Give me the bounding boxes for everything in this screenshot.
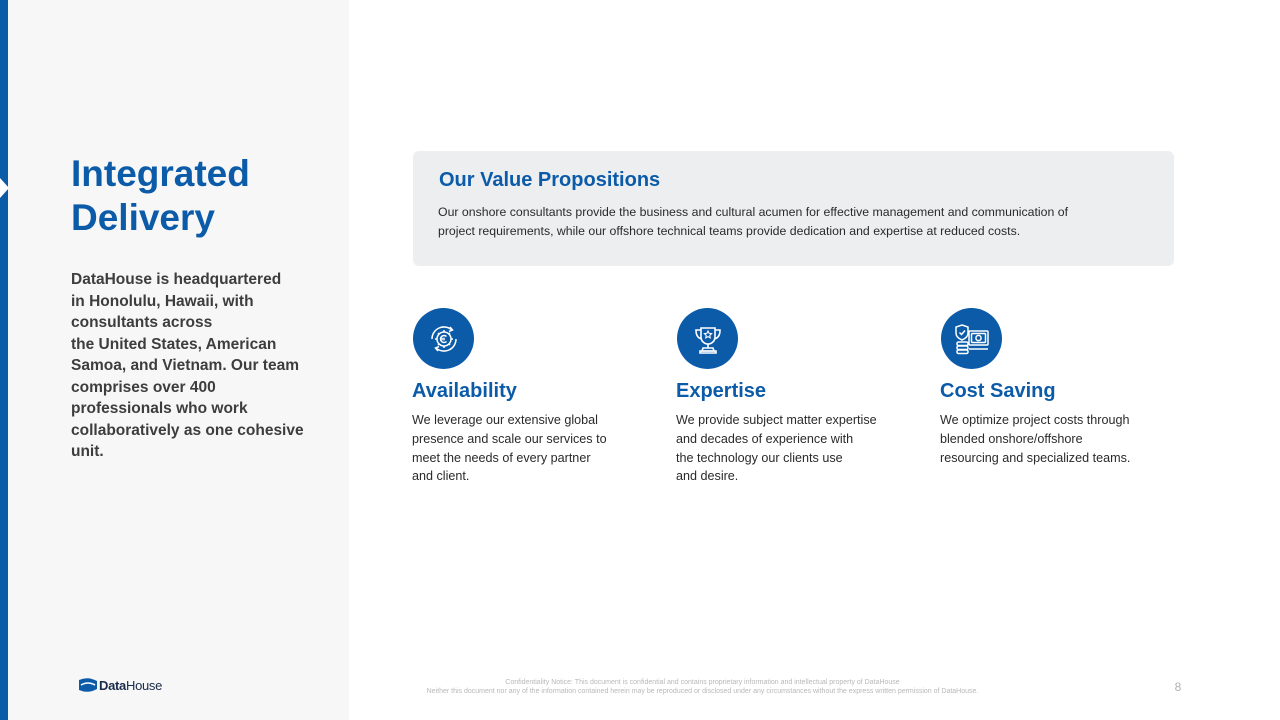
card-expertise [676,308,906,486]
trophy-icon [677,308,738,369]
card-text-line: We optimize project costs through [940,413,1130,427]
datahouse-logo-icon [78,677,98,693]
card-text [940,411,1170,467]
card-text-line: and desire. [676,469,739,484]
accent-bar [0,0,8,720]
datahouse-logo [78,676,162,694]
intro-line: in Honolulu, Hawaii, with [71,292,254,310]
intro-line: Samoa, and Vietnam. Our team [71,357,299,374]
intro-line: collaboratively as one cohesive [71,421,304,439]
intro-line: consultants across [71,314,213,331]
value-propositions-line: Our onshore consultants provide the business and cultural acumen for effective management and communication of [438,205,1069,219]
intro-line: comprises over 400 [71,378,216,396]
card-text-line: blended onshore/offshore [940,431,1083,446]
notice-line: Neither this document nor any of the information contained herein may be reproduced or disclosed under any circumstances without the express written permission of DataHouse. [426,688,979,695]
intro-line: the United States, American [71,335,277,353]
card-text-line: and decades of experience with [676,431,854,446]
logo-wordmark: DataHouse [99,677,163,693]
confidentiality-notice [380,678,1025,696]
notice-line: Confidentiality Notice: This document is confidential and contains proprietary information and intellectual property of DataHouse [505,679,900,686]
page-title-line: Integrated [71,153,250,194]
card-title: Availability [412,380,517,402]
card-text [412,411,642,486]
card-text [676,411,906,486]
gear-cycle-icon [413,308,474,369]
page-number: 8 [1174,680,1182,694]
intro-line: unit. [71,443,104,460]
value-propositions-box [413,151,1174,266]
card-title: Expertise [676,380,767,402]
value-propositions-text [438,203,1158,241]
intro-line: DataHouse is headquartered [71,271,282,288]
card-text-line: presence and scale our services to [412,431,607,446]
card-title: Cost Saving [940,380,1056,402]
card-text-line: and client. [412,469,470,484]
intro-paragraph [71,269,311,463]
card-text-line: We leverage our extensive global [412,413,598,427]
value-propositions-line: project requirements, while our offshore technical teams provide dedication and expertise at reduced costs. [438,224,1021,238]
card-text-line: resourcing and specialized teams. [940,450,1131,465]
card-text-line: meet the needs of every partner [412,450,591,465]
card-text-line: We provide subject matter expertise [676,413,877,427]
card-cost-saving [940,308,1170,467]
page-title [71,152,331,240]
page-title-line: Delivery [71,197,215,238]
card-availability [412,308,642,486]
card-text-line: the technology our clients use [676,450,843,465]
value-propositions-title: Our Value Propositions [439,169,661,191]
money-shield-icon [941,308,1002,369]
intro-line: professionals who work [71,400,248,417]
